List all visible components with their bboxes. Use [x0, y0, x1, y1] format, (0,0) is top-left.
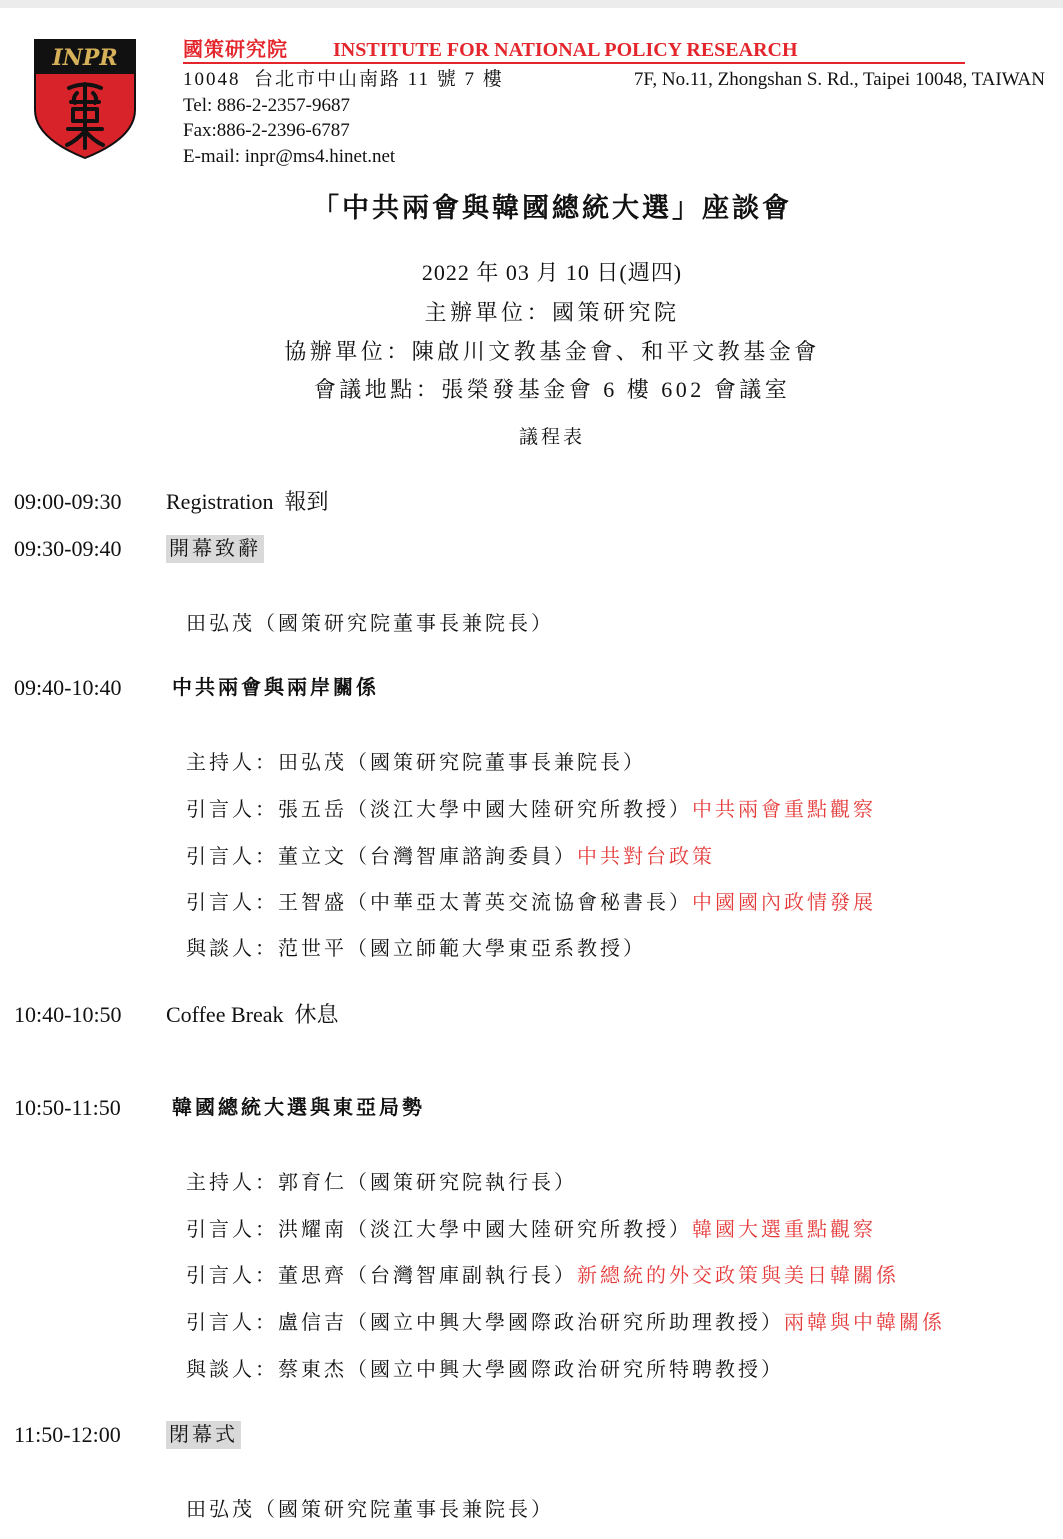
speaker: 田弘茂（國策研究院董事長兼院長） — [186, 1499, 554, 1521]
agenda-item-title: Registration 報到 — [166, 489, 329, 514]
speaker: 引言人：盧信吉（國立中興大學國際政治研究所助理教授） — [186, 1312, 784, 1334]
speaker: 與談人：范世平（國立師範大學東亞系教授） — [186, 938, 646, 960]
session-title: 韓國總統大選與東亞局勢 — [172, 1097, 425, 1119]
address-zh: 10048 台北市中山南路 11 號 7 樓 — [183, 69, 504, 90]
address-en: 7F, No.11, Zhongshan S. Rd., Taipei 10048, TAIWAN — [633, 69, 1045, 90]
agenda-time: 09:00-09:30 — [14, 489, 122, 514]
top-edge-strip — [0, 0, 1063, 8]
telephone: Tel: 886-2-2357-9687 — [183, 95, 351, 116]
agenda-speaker-line — [170, 1468, 554, 1524]
agenda-time: 10:40-10:50 — [14, 1002, 122, 1027]
agenda-row — [0, 1001, 1063, 1029]
org-name-zh: 國策研究院 — [183, 39, 288, 61]
speaker-topic: 中國國內政情發展 — [692, 892, 876, 914]
speaker: 引言人：張五岳（淡江大學中國大陸研究所教授） — [186, 799, 692, 821]
event-title: 「中共兩會與韓國總統大選」座談會 — [312, 193, 792, 223]
agenda-speaker-line — [170, 907, 646, 963]
speaker: 主持人：郭育仁（國策研究院執行長） — [186, 1172, 577, 1194]
agenda-time: 09:30-09:40 — [14, 536, 122, 561]
logo-lettering: INPR — [52, 45, 118, 71]
speaker: 引言人：董立文（台灣智庫諮詢委員） — [186, 846, 577, 868]
session-title: 中共兩會與兩岸關係 — [172, 677, 379, 699]
agenda-item-title: Coffee Break 休息 — [166, 1002, 339, 1027]
fax: Fax:886-2-2396-6787 — [183, 120, 350, 141]
agenda-heading: 議程表 — [518, 427, 585, 448]
speaker-topic: 韓國大選重點觀察 — [692, 1219, 876, 1241]
agenda-row — [0, 1421, 1063, 1449]
speaker: 田弘茂（國策研究院董事長兼院長） — [186, 613, 554, 635]
speaker: 與談人：蔡東杰（國立中興大學國際政治研究所特聘教授） — [186, 1359, 784, 1381]
event-date: 2022 年 03 月 10 日(週四) — [421, 260, 683, 285]
event-venue: 會議地點：張榮發基金會 6 樓 602 會議室 — [313, 377, 791, 402]
speaker-topic: 中共對台政策 — [577, 846, 715, 868]
speaker-topic: 新總統的外交政策與美日韓關係 — [577, 1265, 899, 1287]
agenda-item-title-highlighted: 開幕致辭 — [166, 535, 264, 563]
org-name-en: INSTITUTE FOR NATIONAL POLICY RESEARCH — [333, 39, 798, 61]
agenda-speaker-line — [170, 1328, 784, 1384]
agenda-time: 11:50-12:00 — [14, 1422, 121, 1447]
speaker-topic: 兩韓與中韓關係 — [784, 1312, 945, 1334]
inpr-logo — [33, 38, 137, 160]
event-organizer: 主辦單位：國策研究院 — [424, 300, 680, 325]
agenda-time: 10:50-11:50 — [14, 1095, 121, 1120]
agenda-row — [0, 1094, 1063, 1122]
speaker: 引言人：王智盛（中華亞太菁英交流協會秘書長） — [186, 892, 692, 914]
email: E-mail: inpr@ms4.hinet.net — [183, 146, 396, 167]
agenda-row — [0, 488, 1063, 516]
speaker-topic: 中共兩會重點觀察 — [692, 799, 876, 821]
agenda-speaker-line — [170, 582, 554, 638]
agenda-item-title-highlighted: 閉幕式 — [166, 1421, 241, 1449]
agenda-row — [0, 674, 1063, 702]
agenda-time: 09:40-10:40 — [14, 675, 122, 700]
speaker: 引言人：洪耀南（淡江大學中國大陸研究所教授） — [186, 1219, 692, 1241]
event-co-organizer: 協辦單位：陳啟川文教基金會、和平文教基金會 — [284, 339, 820, 364]
speaker: 引言人：董思齊（台灣智庫副執行長） — [186, 1265, 577, 1287]
agenda-row — [0, 535, 1063, 563]
letterhead-title-line — [183, 37, 965, 64]
speaker: 主持人：田弘茂（國策研究院董事長兼院長） — [186, 752, 646, 774]
